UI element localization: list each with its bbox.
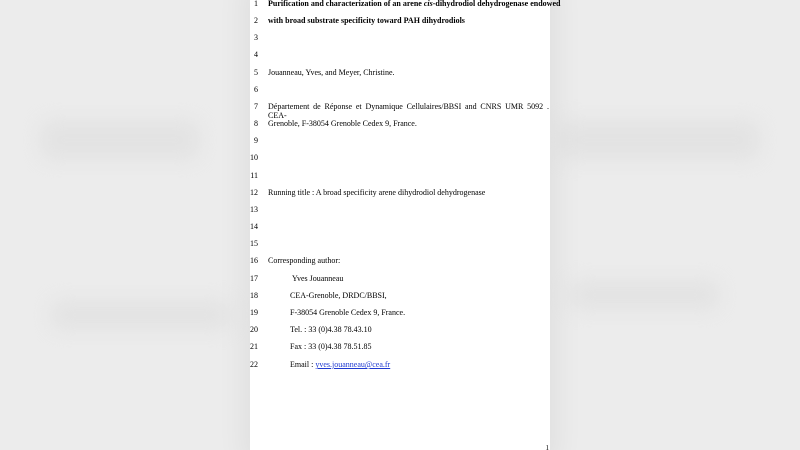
- line-number: 15: [250, 239, 258, 248]
- affiliation-line-2: Grenoble, F-38054 Grenoble Cedex 9, France.: [268, 119, 417, 128]
- paper-title-line-2: with broad substrate specificity toward PAH dihydrodiols: [268, 16, 465, 25]
- line-number: 11: [250, 171, 258, 180]
- corresponding-email-row: [290, 360, 390, 369]
- line-number: 13: [250, 205, 258, 214]
- line-number: 7: [254, 102, 258, 111]
- line-number: 18: [250, 291, 258, 300]
- corresponding-heading: Corresponding author:: [268, 256, 341, 265]
- page-number: 1: [545, 444, 549, 450]
- running-title: Running title : A broad specificity arene dihydrodiol dehydrogenase: [268, 188, 486, 197]
- email-link[interactable]: yves.jouanneau@cea.fr: [315, 360, 391, 369]
- line-number: 22: [250, 360, 258, 369]
- line-number: 4: [254, 50, 258, 59]
- background-blur: [560, 120, 760, 160]
- line-number: 19: [250, 308, 258, 317]
- line-number: 12: [250, 188, 258, 197]
- line-number: 5: [254, 68, 258, 77]
- line-number: 3: [254, 33, 258, 42]
- line-number: 9: [254, 136, 258, 145]
- background-blur: [40, 120, 200, 160]
- paper-page: [250, 0, 561, 450]
- line-number: 17: [250, 274, 258, 283]
- authors: Jouanneau, Yves, and Meyer, Christine.: [268, 68, 395, 77]
- corresponding-name: Yves Jouanneau: [292, 274, 344, 283]
- line-number: 21: [250, 342, 258, 351]
- line-number: 1: [254, 0, 258, 8]
- line-number: 8: [254, 119, 258, 128]
- corresponding-tel: Tel. : 33 (0)4.38 78.43.10: [290, 325, 372, 334]
- corresponding-dept: CEA-Grenoble, DRDC/BBSI,: [290, 291, 387, 300]
- paper-title-line-1: Purification and characterization of an arene cis-dihydrodiol dehydrogenase endowed: [268, 0, 561, 8]
- corresponding-fax: Fax : 33 (0)4.38 78.51.85: [290, 342, 372, 351]
- background-blur: [570, 280, 720, 310]
- line-number: 6: [254, 85, 258, 94]
- email-label: Email :: [290, 360, 314, 369]
- line-number: 16: [250, 256, 258, 265]
- corresponding-city: F-38054 Grenoble Cedex 9, France.: [290, 308, 406, 317]
- line-number: 2: [254, 16, 258, 25]
- line-number: 14: [250, 222, 258, 231]
- line-number: 10: [250, 153, 258, 162]
- affiliation-line-1: Département de Réponse et Dynamique Cellulaires/BBSI and CNRS UMR 5092 . CEA-: [268, 102, 549, 120]
- background-blur: [50, 300, 230, 330]
- line-number: 20: [250, 325, 258, 334]
